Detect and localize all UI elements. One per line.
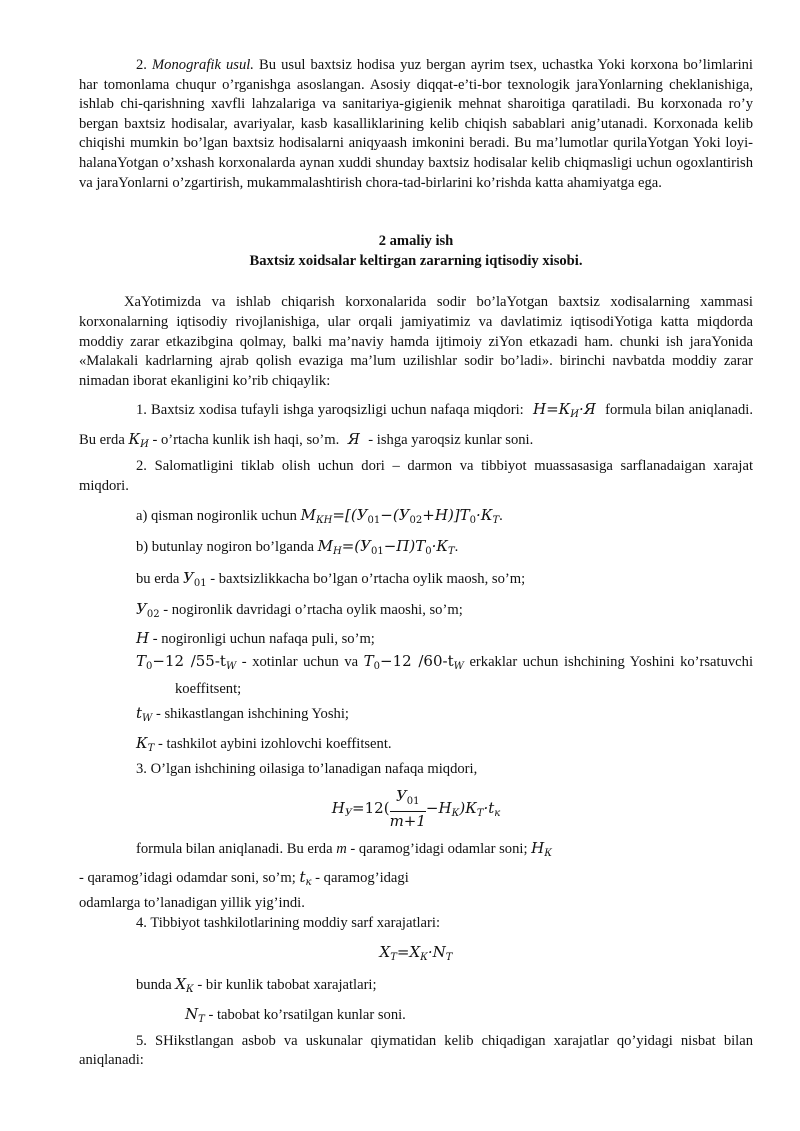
item-3: 3. O’lgan ishchining oilasiga to’lanadigan nafaqa miqdori,	[136, 760, 478, 777]
def-t0: $Т_0-12$ $/55-t_W$ - xotinlar uchun va $Т_0-12$ $/60-t_W$ erkaklar uchun ishchining Yoshini ko’rsatuvchi koeffitsent;	[136, 651, 754, 697]
formula-family-benefit: $Н_У=12$( $\frac{У_{01}}{m+1}$ $-Н_К)К_Т\cdot t_к$	[331, 787, 501, 831]
item-3-explanation: formula bilan aniqlanadi. Bu erda m - qaramog’idagi odamlar soni; $Н_К$	[136, 839, 553, 860]
intro-paragraph: XaYotimizda va ishlab chiqarish korxonalarida sodir bo’laYotgan baxtsiz xodisalarning xammasi korxonalarning iqtisodiy rivojlanishiga, ular orqali jamiyatimiz va davlatimiz iqtisodiYotiga katta miqdorda moddiy zarar etkazibgina qolmay, balki ma’naviy hamda ijtimoiy ziYon etkazadi ham. chunki ish jaraYonida «Malakali kadrlarning ajrab qolish evaziga ma’lum uzilishlar sodir bo’ladi». birinchi navbatda moddiy zarar nimadan iborat ekanligini ko’rib chiqaylik:	[79, 294, 753, 389]
def-h: Н - nogironligi uchun nafaqa puli, so’m;	[136, 628, 375, 647]
section-title: Baxtsiz xoidsalar keltirgan zararning iqtisodiy xisobi.	[249, 252, 583, 269]
formula-medical-cost: $Х_Т=Х_К\cdot N_Т$	[379, 943, 453, 964]
paragraph-monographic: 2. Monografik usul. Bu usul baxtsiz hodisa yuz bergan ayrim tsex, uchastka Yoki korxona bo’limlarini har tomonlama chuqur o’rganishga asoslangan. Asosiy diqqat-e’ti-bor texnologik jaraYonlarning cheklanishiga, ishlab chi-qarishning xavfli lahzalariga va sanitariya-gigienik mehnat sharoitiga qaratiladi. Bu korxonada ro’y bergan baxtsiz hodisalar, avariyalar, kasb kasalliklarining kelib chiqish sabablari anig’utanadi. Korxonada kelib chiqishi mumkin bo’lgan baxtsiz hodisalarni aniqyaash imkonini beradi. Bu ma’lumotlar qurilaYotgan Yoki loyi-halanaYotgan o’xshash korxonalarda aynan xuddi shunday baxtsiz hodisalar kelib chiqmasligi uchun ogoxlantirish va jaraYonlarni o’zgartirish, mukammalashtirish chora-tad-birlarini ko’rishda katta ahamiyatga ega.	[79, 57, 753, 191]
def-tw: $t_W$ - shikastlangan ishchining Yoshi;	[136, 703, 349, 724]
item-5: 5. SHikstlangan asbob va uskunalar qiymatidan kelib chiqadigan xarajatlar qo’yidagi nisbat bilan aniqlanadi:	[79, 1032, 753, 1069]
def-kt: $К_Т$ - tashkilot aybini izohlovchi koeffitsent.	[136, 733, 392, 754]
formula-h-k-ya: $Н=К_И\cdot Я$	[532, 400, 596, 421]
item-2a: a) qisman nogironlik uchun $М_{КН}=[(У_{01}-(У_{02}+Н)]Т_0\cdot К_Т$.	[136, 505, 503, 526]
def-y02: $У_{02}$ - nogironlik davridagi o’rtacha oylik maoshi, so’m;	[136, 599, 463, 620]
document-page	[79, 56, 753, 1071]
def-nt: $N_Т$ - tabobat ko’rsatilgan kunlar soni.	[185, 1004, 406, 1025]
formula-partial-disability: $М_{КН}=[(У_{01}-(У_{02}+Н)]Т_0\cdot К_Т$	[300, 505, 500, 526]
item-4: 4. Tibbiyot tashkilotlarining moddiy sarf xarajatlari:	[136, 914, 441, 931]
def-xk: bunda $Х_К$ - bir kunlik tabobat xarajatlari;	[136, 974, 377, 995]
item-2: 2. Salomatligini tiklab olish uchun dori – darmon va tibbiyot muassasasiga sarflanadaigan xarajat miqdori.	[79, 458, 753, 494]
method-title: Monografik usul.	[152, 57, 254, 73]
item-1: 1. Baxtsiz xodisa tufayli ishga yaroqsizligi uchun nafaqa miqdori: $Н=К_И\cdot Я$ formula bilan aniqlanadi. Bu erda $К_И$ - o’rtacha kunlik ish haqi, so’m. Я - ishga yaroqsiz kunlar soni.	[79, 400, 753, 451]
item-3-explanation-cont: - qaramog’idagi odamdar soni, so’m; $t_к$ - qaramog’idagi	[79, 868, 409, 889]
section-heading: 2 amaliy ish	[378, 233, 454, 250]
item-2b: b) butunlay nogiron bo’lganda $М_Н=(У_{01}-П)Т_0\cdot К_Т$.	[136, 536, 459, 557]
formula-full-disability: $М_Н=(У_{01}-П)Т_0\cdot К_Т$	[317, 536, 455, 557]
def-y01: bu erda $У_{01}$ - baxtsizlikkacha bo’lgan o’rtacha oylik maosh, so’m;	[136, 568, 526, 589]
item-3-explanation-end: odamlarga to’lanadigan yillik yig’indi.	[79, 895, 305, 912]
